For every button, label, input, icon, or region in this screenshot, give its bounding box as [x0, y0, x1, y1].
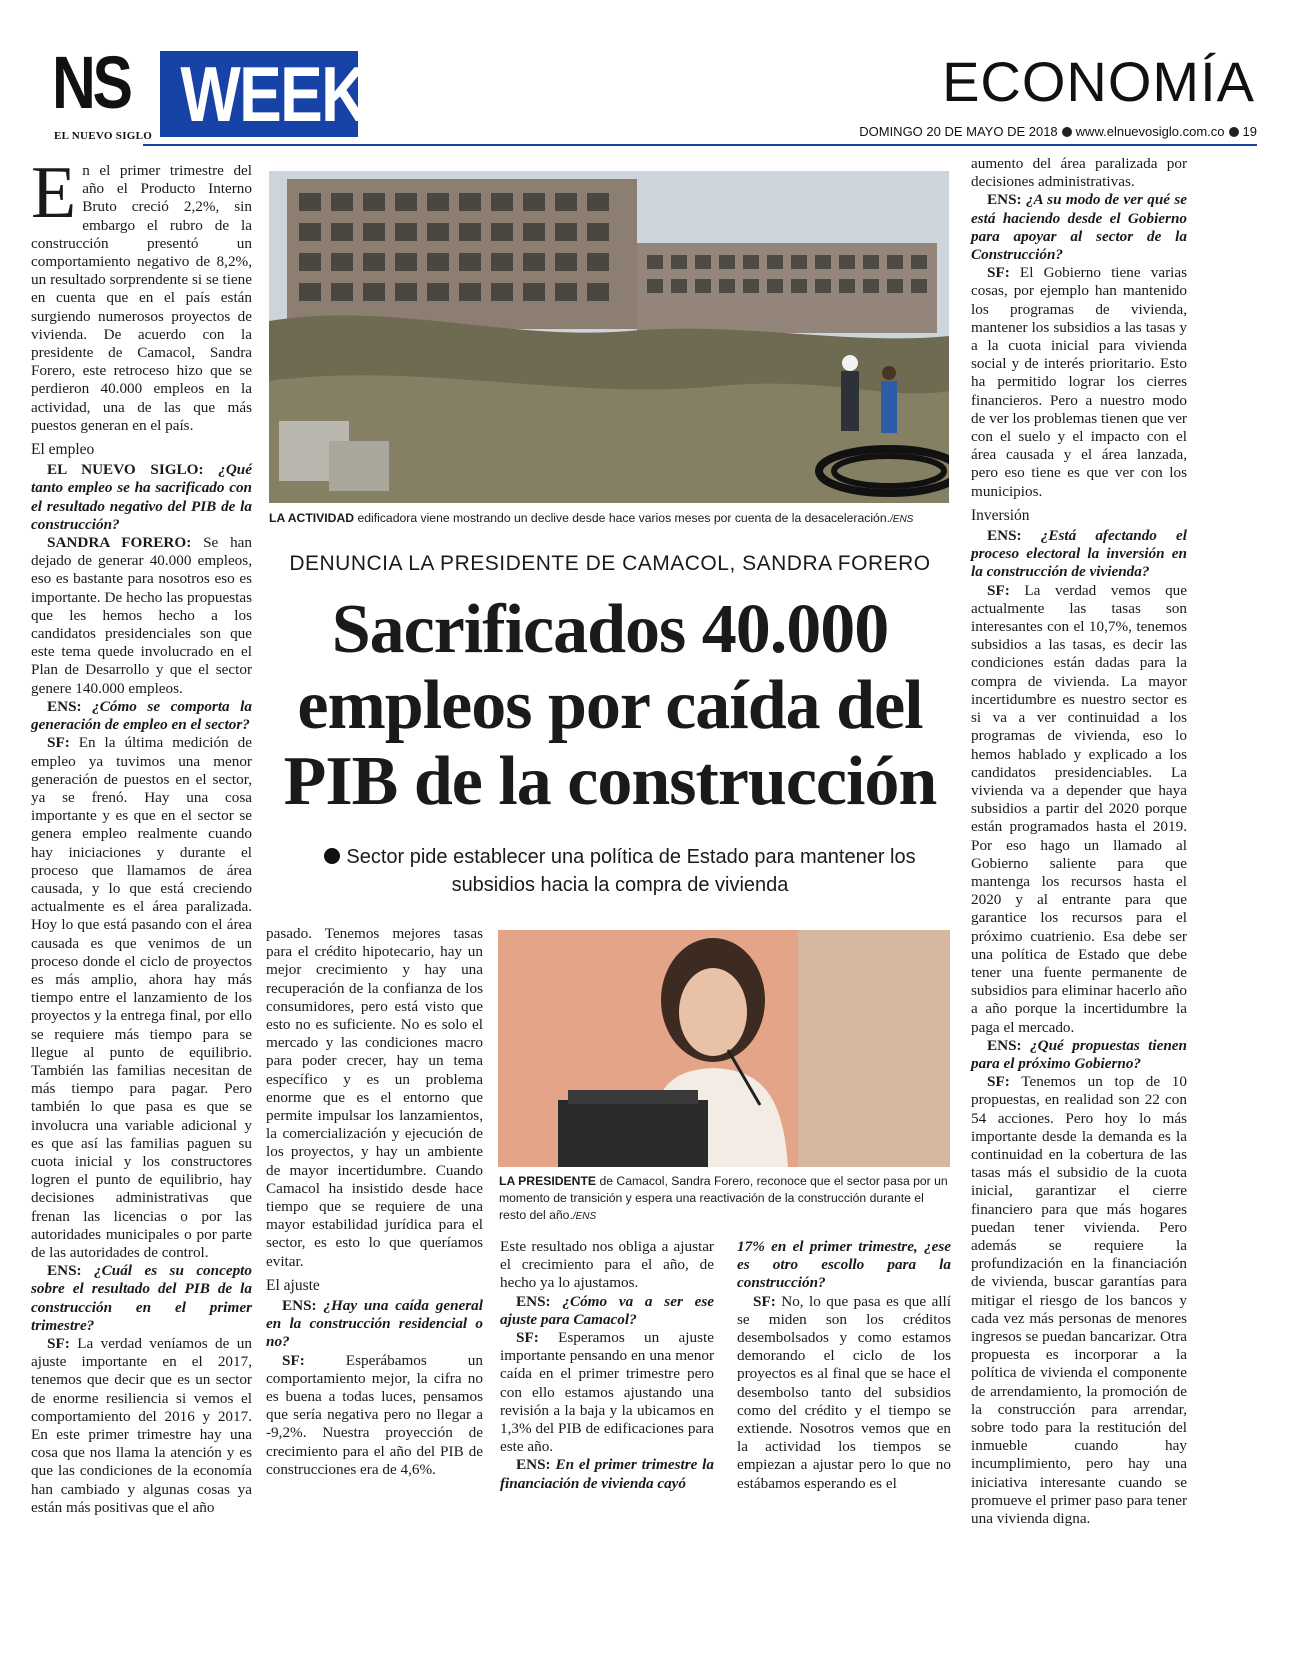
answer: [737, 1293, 951, 1493]
speaker: EL NUEVO SIGLO:: [47, 461, 204, 479]
speaker-photo: [498, 930, 950, 1167]
column-2: [266, 925, 483, 1479]
answer-text: Se han dejado de generar 40.000 empleos, eso es bastante para nosotros eso es importante. De hecho las propuestas que les hemos hecho a los candidatos presidenciales son que este tema quede involucrado en el Plan de Desarrollo y que el sector genere 140.000 empleos.: [31, 534, 252, 697]
subhead-inversion: Inversión: [971, 506, 1030, 524]
question: [31, 461, 252, 534]
photo-credit: /ENS: [890, 514, 914, 525]
question: [31, 1262, 252, 1335]
answer-text: Esperamos un ajuste importante pensando en una menor caída en el primer trimestre pero con ello estamos ajustando una revisión a la baja y la ubicamos en 1,3% del PIB de edificaciones para este año.: [500, 1329, 714, 1456]
question-text: 17% en el primer trimestre, ¿ese es otro escollo para la construcción?: [737, 1238, 951, 1292]
question: [31, 698, 252, 734]
kicker: DENUNCIA LA PRESIDENTE DE CAMACOL, SANDRA FORERO: [289, 552, 931, 575]
answer: [31, 534, 252, 698]
speaker: ENS:: [47, 697, 82, 715]
question: [500, 1456, 714, 1492]
photo-credit: /ENS: [572, 1211, 597, 1222]
caption-text: de Camacol, Sandra Forero, reconoce que el sector pasa por un momento de transición y espera una reactivación de la construcción durante el resto del año.: [499, 1174, 948, 1222]
website-url[interactable]: www.elnuevosiglo.com.co: [1075, 124, 1225, 139]
intro-text: n el primer trimestre del año el Producto Interno Bruto creció 2,2%, sin embargo el rubro de la construcción presentó un comportamiento negativo de 8,2%, un resultado sorprendente si se tiene en cuenta que en el país están surgiendo numerosos proyectos de vivienda. De acuerdo con la presidente de Camacol, Sandra Forero, este retroceso hizo que se perdieron 40.000 empleos en la actividad, una de las que más puestos generan en el país.: [31, 162, 252, 434]
answer-text: Tenemos un top de 10 propuestas, en realidad son 22 con 54 acciones. Pero hoy lo más importante desde la demanda es la continuidad en la cobertura de las tasas más el subsidio de la cuota inicial, garantizar el cierre financiero para que más hogares puedan tener vivienda. Pero además se requiere la profundización en la financiación de vivienda, buscar garantías para mitigar el riesgo de los bancos y cada vez más personas de menores ingresos se puedan bancarizar. Otra propuesta es incorporar a la política de vivienda el componente de arrendamiento, la promoción de la construcción para arrendar, sobre todo para la restitución del inmueble cuando hay incumplimiento, pero hay una iniciativa interesante cuando se promueve el primer paso para tener una vivienda digna.: [971, 1073, 1187, 1528]
logo-week: [160, 50, 366, 138]
speaker: ENS:: [987, 1036, 1022, 1054]
masthead-rule: [143, 144, 1257, 146]
speaker: ENS:: [516, 1292, 551, 1310]
deck: [290, 843, 950, 899]
speaker: SF:: [47, 1335, 70, 1352]
subhead-ajuste: El ajuste: [266, 1276, 320, 1294]
question-continued: [737, 1238, 951, 1293]
bullet-icon: [1062, 127, 1072, 137]
answer-text: El Gobierno tiene varias cosas, por ejemplo han mantenido los programas de vivienda, mantener los subsidios a las tasas y a la cuota inicial para vivienda social y de interés prioritario. Esto ha permitido lograr los cierres financieros. Pero a nuestro modo de ver los problemas tienen que ver con el suelo y el impacto con el área causada y el área lanzada, pero eso tiene es que ver con los municipios.: [971, 264, 1187, 500]
headline: Sacrificados 40.000 empleos por caída del PIB de la construcción: [283, 591, 937, 820]
question: [266, 1297, 483, 1352]
logo-ns: NS: [52, 41, 130, 124]
intro-paragraph: [31, 152, 252, 435]
answer: [266, 1352, 483, 1479]
question: [971, 527, 1187, 582]
question: [500, 1293, 714, 1329]
question: [971, 1037, 1187, 1073]
subhead-empleo: El empleo: [31, 441, 95, 459]
photo1-caption: [269, 510, 959, 528]
speaker: SF:: [987, 1073, 1010, 1091]
speaker: SF:: [753, 1292, 776, 1310]
speaker: SF:: [987, 581, 1010, 599]
question-text: ¿Cuál es su concepto sobre el resultado del PIB de la construcción en el primer trimestre?: [31, 1262, 252, 1334]
logo-subtitle: EL NUEVO SIGLO: [54, 130, 153, 142]
answer: [500, 1329, 714, 1456]
question-text: ¿Está afectando el proceso electoral la inversión en la construcción de vivienda?: [971, 527, 1187, 581]
answer: [971, 582, 1187, 1037]
paragraph: aumento del área paralizada por decisiones administrativas.: [971, 155, 1187, 191]
deck-text: Sector pide establecer una política de Estado para mantener los subsidios hacia la compra de vivienda: [346, 846, 916, 896]
speaker: SF:: [47, 734, 70, 752]
answer-text: Esperábamos un comportamiento mejor, la cifra no es buena a todas luces, pensamos que sería negativa pero no llegar a -9,2%. Nuestra proyección de crecimiento para el año del PIB de construcciones era de 4,6%.: [266, 1351, 483, 1478]
answer-text: La verdad vemos que actualmente las tasas son interesantes con el 10,7%, tenemos subsidios a las tasas, es decir las condiciones están dadas para la compra de vivienda. La mayor incertidumbre es nuestro sector es si va a ver continuidad a los programas de vivienda, eso lo hemos hablado y explicado a los candidatos presidenciables. La vivienda va a depender que haya subsidios a partir del 2020 porque están programados hasta el 2019. Por eso hago un llamado al Gobierno saliente para que mantenga los recursos hasta el 2020 y al entrante para que garantice los recursos para el próximo cuatrienio. Esa debe ser una política de Estado que debe tener una fuente permanente de subsidios para eliminar hacerlo año a año porque la incertidumbre la paga el mercado.: [971, 581, 1187, 1036]
speaker: ENS:: [987, 527, 1022, 545]
construction-photo-art: [269, 171, 949, 503]
column-1: [31, 152, 252, 1517]
question: [971, 191, 1187, 264]
dateline: [859, 124, 1257, 139]
question-text: ¿Cómo va a ser ese ajuste para Camacol?: [500, 1292, 714, 1328]
speaker: ENS:: [987, 191, 1022, 209]
bullet-icon: [1229, 127, 1239, 137]
answer-text: En la última medición de empleo ya tuvimos una menor generación de puestos en el sector, ya se frenó. Hay una cosa importante y es que en el sector se genera empleo realmente cuando hay iniciaciones y durante el proceso que llamamos de área causada, y lo que está creciendo actualmente es el área paralizada. Hoy lo que está pasando con el área causada es que venimos de un proceso donde el ciclo de proyectos es más amplio, ahora hay más tiempo entre el lanzamiento de los proyectos y la entrega final, por ello se requiere más tiempo para se llegue al punto de equilibrio. También las familias necesitan de más tiempo para pagar. Pero también lo que pasa es que se involucra una variable adicional y es que así las familias paguen su cuota inicial y los constructores logren el punto de equilibrio, hay decisiones administrativas que frenan las licencias o por las autoridades municipales o por parte de las autoridades de control.: [31, 734, 252, 1261]
logo-week-text: WEEK: [180, 50, 366, 138]
question-text: ¿Hay una caída general en la construcción residencial o no?: [266, 1297, 483, 1351]
caption-lead: LA PRESIDENTE: [499, 1174, 597, 1188]
caption-text: edificadora viene mostrando un declive desde hace varios meses por cuenta de la desaceleración.: [354, 511, 890, 525]
question-text: ¿Qué tanto empleo se ha sacrificado con el resultado negativo del PIB de la construcción?: [31, 461, 252, 533]
photo2-caption: [499, 1173, 954, 1225]
paragraph: Este resultado nos obliga a ajustar el crecimiento para el año, de hecho ya lo ajustamos.: [500, 1238, 714, 1292]
speaker: ENS:: [282, 1297, 317, 1315]
column-5: [971, 155, 1187, 1528]
bullet-icon: [324, 848, 340, 864]
issue-date: DOMINGO 20 DE MAYO DE 2018: [859, 124, 1058, 139]
answer: [31, 1335, 252, 1517]
speaker: ENS:: [516, 1456, 551, 1474]
question-text: ¿A su modo de ver qué se está haciendo desde el Gobierno para apoyar al sector de la Construcción?: [971, 191, 1187, 264]
answer-text: No, lo que pasa es que allí se miden son los créditos desembolsados y como estamos demorando el ciclo de los proyectos es al final que se hace el desembolso tanto del subsidios como del crédito y el tiempo se extiende. Nosotros vemos que en la actividad los tiempos se empiezan a ajustar pero lo que no estábamos esperando es el: [737, 1292, 951, 1492]
answer: [31, 734, 252, 1262]
answer: [971, 264, 1187, 501]
speaker-photo-art: [498, 930, 950, 1167]
page-number: 19: [1242, 124, 1257, 139]
answer-text: La verdad veníamos de un ajuste importante en el 2017, tenemos que decir que es un sector de enorme resiliencia si vemos el comportamiento del 2016 y 2017. En este primer trimestre hay una cosa que nos llama la atención y es que las condiciones de la economía han cambiado y algunas cosas ya están más positivas que el año: [31, 1335, 252, 1516]
section-title: ECONOMÍA: [942, 50, 1255, 113]
speaker: SF:: [516, 1329, 539, 1347]
question-text: ¿Cómo se comporta la generación de empleo en el sector?: [31, 697, 252, 734]
drop-cap: E: [31, 152, 77, 234]
caption-lead: LA ACTIVIDAD: [269, 511, 355, 525]
question-text: En el primer trimestre la financiación de vivienda cayó: [500, 1456, 714, 1492]
speaker: SANDRA FORERO:: [47, 534, 192, 552]
question-text: ¿Qué propuestas tienen para el próximo Gobierno?: [971, 1036, 1187, 1072]
construction-photo: [269, 171, 949, 503]
speaker: SF:: [282, 1351, 305, 1369]
paragraph: pasado. Tenemos mejores tasas para el crédito hipotecario, hay un mejor crecimiento y hay una recuperación de la confianza de los consumidores, pero está visto que esto no es suficiente. No es solo el mercado y las condiciones macro para poder crecer, hay un tema específico y es un problema enorme que es el entorno que permite impulsar los lanzamientos, la comercialización y ejecución de los proyectos, y hay un ambiente de mayor incertidumbre. Cuando Camacol ha insistido desde hace tiempo que se requiere de una mayor estabilidad jurídica para el sector, es esto lo que queríamos evitar.: [266, 925, 483, 1270]
column-3: [500, 1238, 714, 1493]
speaker: SF:: [987, 264, 1010, 282]
answer: [971, 1073, 1187, 1528]
column-4: [737, 1238, 951, 1493]
speaker: ENS:: [47, 1262, 82, 1280]
